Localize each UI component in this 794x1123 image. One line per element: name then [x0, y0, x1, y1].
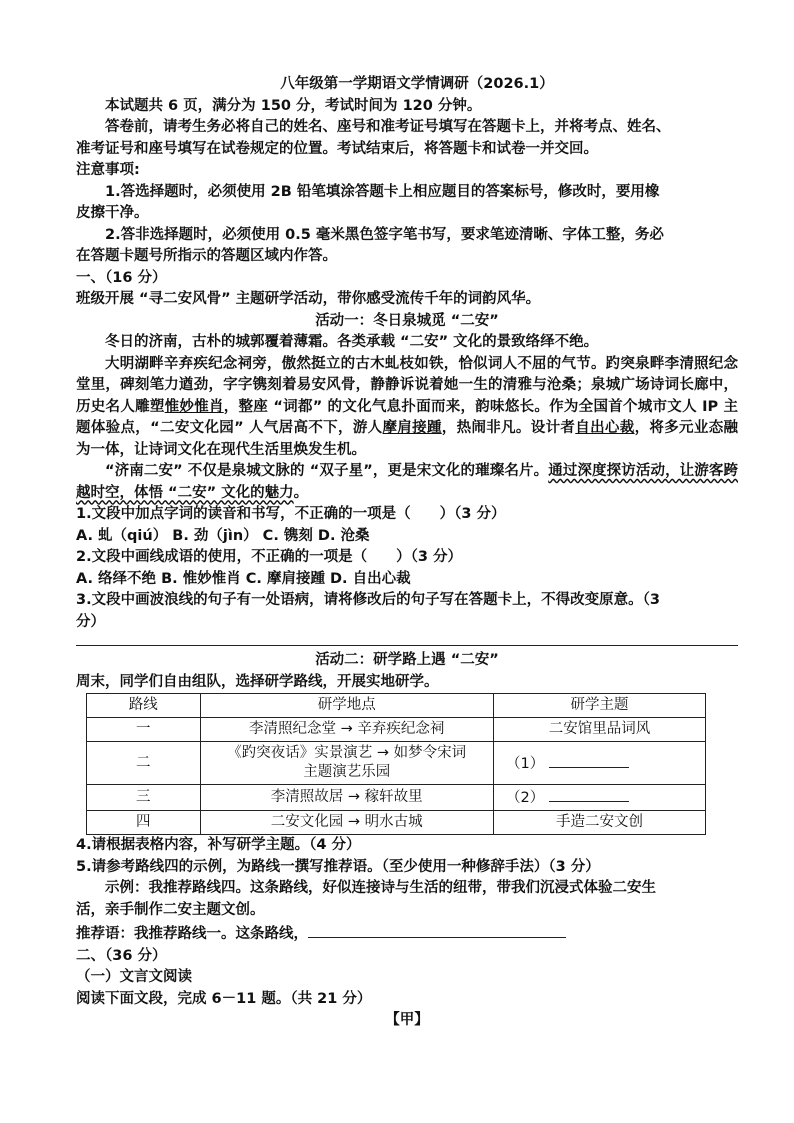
theme-cell: 二安馆里品词风 [493, 718, 705, 742]
paragraph [76, 461, 738, 504]
blank-label: （2） [505, 790, 545, 806]
underlined-idiom: 惟妙惟肖 [164, 398, 224, 415]
answer-blank[interactable] [549, 787, 629, 802]
route-table [86, 693, 706, 835]
table-row [87, 811, 706, 835]
recommend-line [76, 921, 738, 946]
question-3: 分） [76, 613, 105, 630]
page-title: 八年级第一学期语文学情调研（2026.1） [280, 76, 554, 92]
route-cell: 四 [87, 811, 201, 835]
place-line: 主题演艺乐园 [303, 764, 391, 780]
question-1: 1.文段中加点字词的读音和书写，不正确的一项是（ ）（3 分） [76, 506, 506, 522]
text-run: ，将多元业态融为一体，让诗词文化在现代生活里焕发生机。 [76, 420, 739, 458]
paragraph [76, 354, 738, 462]
question-1-options: A. 虬（qiú） B. 劲（jìn） C. 镌刻 D. 沧桑 [76, 527, 370, 544]
table-row [87, 785, 706, 811]
answer-blank[interactable] [549, 753, 629, 768]
theme-cell: 手造二安文创 [493, 811, 705, 835]
subsection-heading: （一）文言文阅读 [76, 969, 192, 985]
place-cell [200, 742, 493, 785]
route-cell: 一 [87, 718, 201, 742]
text-run: ，整座 “词都” 的文化气息扑面而来，韵味悠长。作为全国首个城市文人 IP 主题体验点，“二安文化园” 人气居高不下，游人 [76, 398, 739, 436]
exam-page [76, 74, 738, 1032]
table-header-row [87, 694, 706, 718]
text-run: “济南二安” 不仅是泉城文脉的 “双子星”，更是宋文化的璀璨名片。 [105, 463, 549, 479]
section-heading: 一、（16 分） [76, 269, 167, 286]
table-header: 路线 [87, 694, 201, 718]
question-2-options: A. 络绎不绝 B. 惟妙惟肖 C. 摩肩接踵 D. 自出心裁 [76, 570, 411, 587]
text-run: 大明湖畔辛弃疾纪念祠旁，傲然挺立的古木虬枝如铁，恰似词人不屈的气节。趵突泉畔李清照纪念堂里，碑刻笔力遒劲，字字镌刻着易安风骨，静静诉说着她一生的清雅与沧桑；泉城广场诗词长廊中，历史名人雕塑 [76, 355, 738, 415]
paragraph: 冬日的济南，古朴的城郭覆着薄霜。各类承载 “二安” 文化的景致络绎不绝。 [105, 334, 599, 350]
text-run: 。 [293, 484, 309, 501]
intro-line: 答卷前，请考生务必将自己的姓名、座号和准考证号填写在答题卡上，并将考点、姓名、 [105, 119, 671, 135]
route-cell: 三 [87, 785, 201, 811]
reading-instruction: 阅读下面文段，完成 6－11 题。（共 21 分） [76, 990, 372, 1007]
recommend-blank[interactable] [308, 921, 566, 938]
question-3: 3.文段中画波浪线的句子有一处语病，请将修改后的句子写在答题卡上，不得改变原意。（3 [76, 592, 660, 608]
section-heading: 二、（36 分） [76, 947, 167, 964]
text-run: ，热闹非凡。设计者 [441, 420, 576, 436]
question-2: 2.文段中画线成语的使用，不正确的一项是（ ）（3 分） [76, 549, 462, 565]
question-4: 4.请根据表格内容，补写研学主题。（4 分） [76, 837, 361, 853]
table-header: 研学主题 [493, 694, 705, 718]
theme-cell[interactable] [493, 742, 705, 785]
place-line: 《趵突夜话》实景演艺 → 如梦令宋词 [227, 745, 467, 761]
notice-item: 在答题卡题号所指示的答题区域内作答。 [76, 248, 337, 264]
notice-item: 1.答选择题时，必须使用 2B 铅笔填涂答题卡上相应题目的答案标号，修改时，要用橡 [105, 183, 660, 200]
notice-item: 2.答非选择题时，必须使用 0.5 毫米黑色签字笔书写，要求笔迹清晰、字体工整，务必 [105, 226, 664, 243]
place-cell: 李清照纪念堂 → 辛弃疾纪念祠 [200, 718, 493, 742]
blank-label: （1） [505, 755, 545, 772]
example-text: 活，亲手制作二安主题文创。 [76, 901, 265, 918]
notice-item: 皮擦干净。 [76, 205, 149, 221]
route-cell: 二 [87, 742, 201, 785]
section-theme: 班级开展 “寻二安风骨” 主题研学活动，带你感受流传千年的词韵风华。 [76, 291, 541, 307]
intro-line: 本试题共 6 页，满分为 150 分，考试时间为 120 分钟。 [105, 97, 482, 114]
recommend-prefix: 推荐语：我推荐路线一。这条路线， [76, 926, 308, 942]
place-cell: 李清照故居 → 稼轩故里 [200, 785, 493, 811]
passage-label: 【甲】 [385, 1012, 429, 1028]
theme-cell[interactable] [493, 785, 705, 811]
place-cell: 二安文化园 → 明水古城 [200, 811, 493, 835]
intro-line: 准考证号和座号填写在试卷规定的位置。考试结束后，将答题卡和试卷一并交回。 [76, 140, 598, 157]
wavy-sentence: 通过深度探访活动，让游客跨越时空，体悟 “二安” 文化的魅力 [76, 463, 739, 501]
activity-title: 活动二：研学路上遇 “二安” [315, 652, 499, 668]
underlined-idiom: 摩肩接踵 [382, 420, 442, 436]
activity-title: 活动一：冬日泉城觅 “二安” [315, 312, 499, 329]
underlined-idiom: 自出心裁 [575, 420, 635, 436]
divider [76, 645, 738, 646]
activity-intro: 周末，同学们自由组队，选择研学路线，开展实地研学。 [76, 673, 439, 690]
question-5: 5.请参考路线四的示例，为路线一撰写推荐语。（至少使用一种修辞手法）（3 分） [76, 858, 600, 875]
table-row [87, 742, 706, 785]
example-text: 示例：我推荐路线四。这条路线，好似连接诗与生活的纽带，带我们沉浸式体验二安生 [105, 880, 656, 896]
table-row [87, 718, 706, 742]
notice-label: 注意事项: [76, 162, 140, 178]
table-header: 研学地点 [200, 694, 493, 718]
